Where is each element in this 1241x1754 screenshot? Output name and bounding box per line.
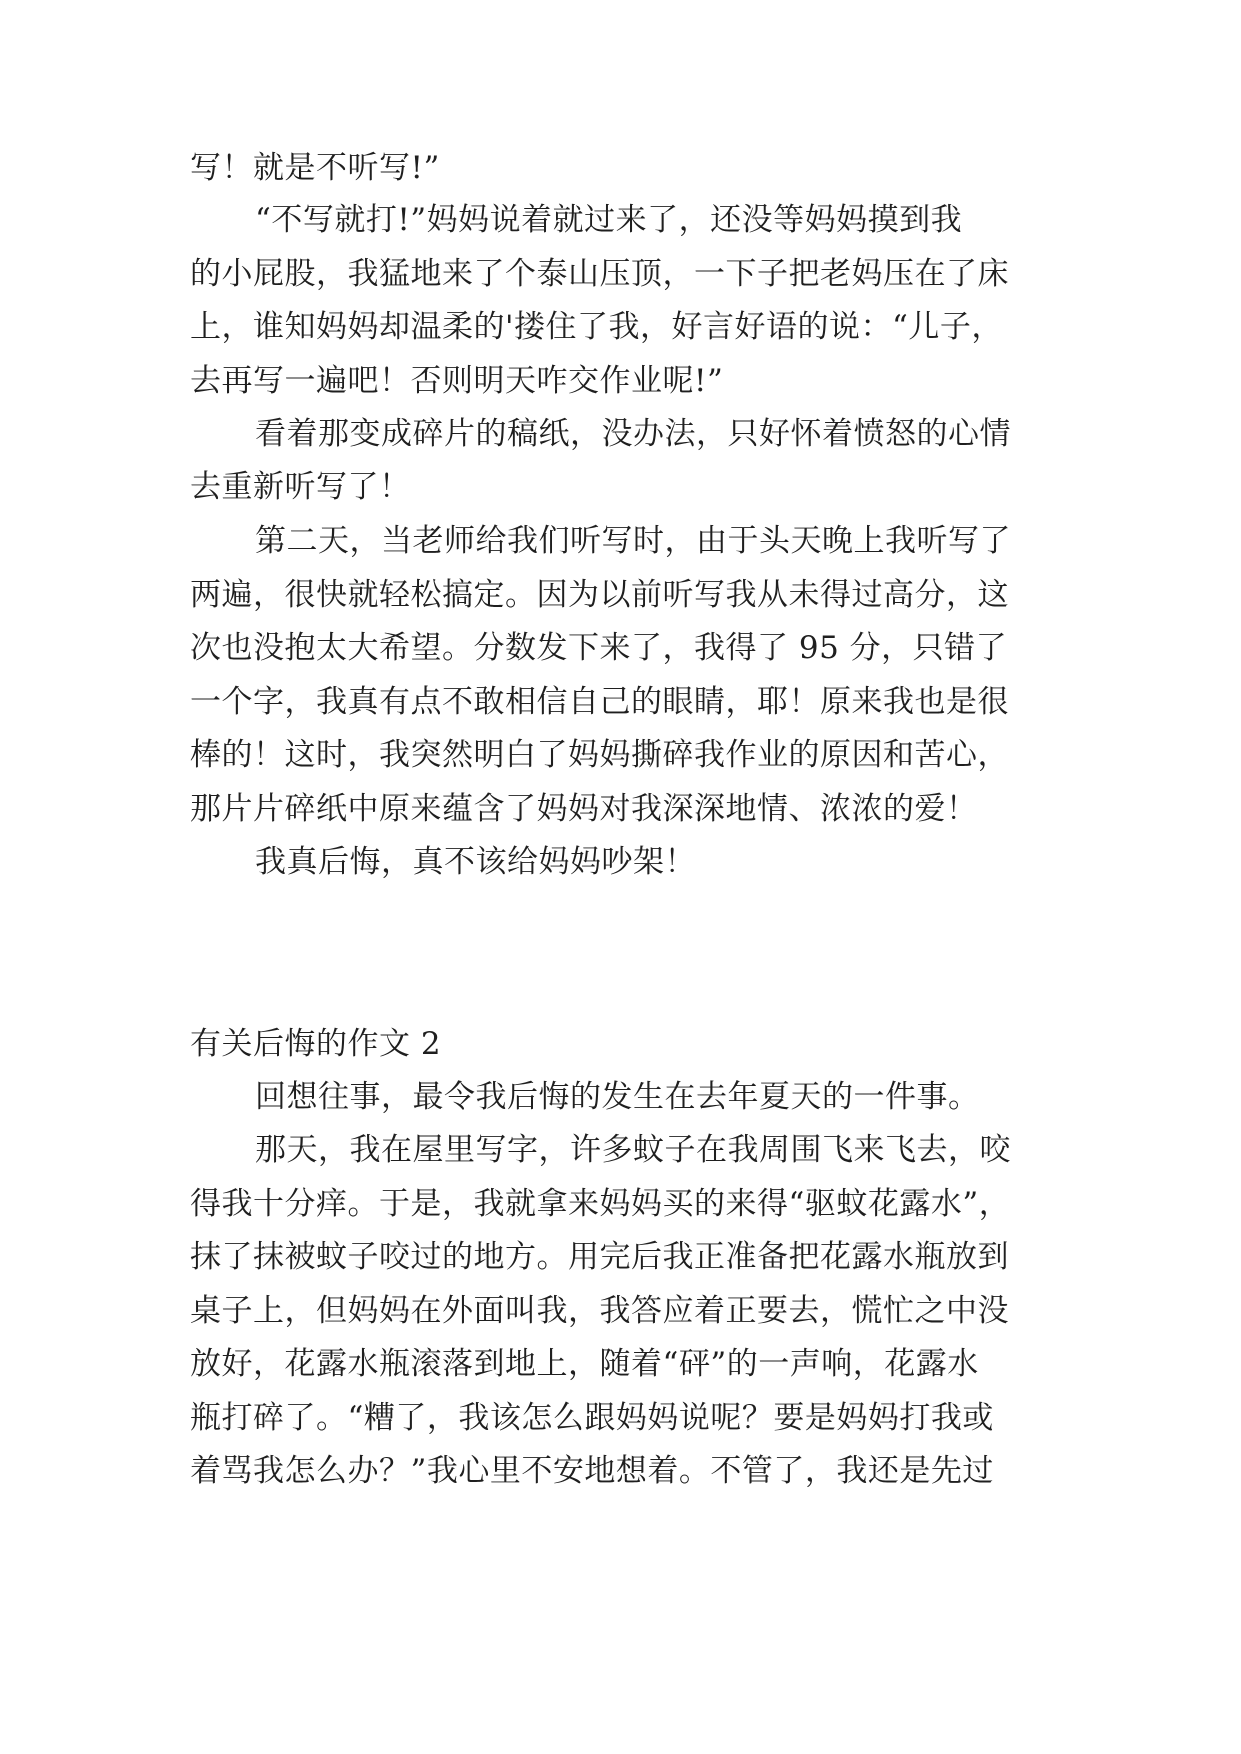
paragraph-line: 去再写一遍吧！否则明天咋交作业呢!”: [190, 363, 724, 399]
paragraph-line: 放好，花露水瓶滚落到地上，随着“砰”的一声响，花露水: [190, 1346, 979, 1382]
paragraph-line: 两遍，很快就轻松搞定。因为以前听写我从未得过高分，这: [190, 577, 1009, 613]
paragraph-line: 抹了抹被蚊子咬过的地方。用完后我正准备把花露水瓶放到: [190, 1239, 1009, 1275]
paragraph-line: 看着那变成碎片的稿纸，没办法，只好怀着愤怒的心情: [255, 416, 1011, 452]
paragraph-line: 一个字，我真有点不敢相信自己的眼睛，耶！原来我也是很: [190, 684, 1009, 720]
paragraph-line: 棒的！这时，我突然明白了妈妈撕碎我作业的原因和苦心，: [190, 737, 1009, 773]
paragraph-line: “不写就打!”妈妈说着就过来了，还没等妈妈摸到我: [255, 202, 963, 238]
paragraph-line: 上，谁知妈妈却温柔的'搂住了我，好言好语的说：“儿子，: [190, 309, 1003, 345]
paragraph-line: 第二天，当老师给我们听写时，由于头天晚上我听写了: [255, 523, 1011, 559]
paragraph-line: 桌子上，但妈妈在外面叫我，我答应着正要去，慌忙之中没: [190, 1293, 1009, 1329]
paragraph-line: 那片片碎纸中原来蕴含了妈妈对我深深地情、浓浓的爱！: [190, 791, 978, 827]
paragraph-line: 回想往事，最令我后悔的发生在去年夏天的一件事。: [255, 1079, 980, 1115]
paragraph-line: 得我十分痒。于是，我就拿来妈妈买的来得“驱蚊花露水”，: [190, 1186, 1011, 1222]
paragraph-line: 我真后悔，真不该给妈妈吵架！: [255, 844, 696, 880]
section-title: 有关后悔的作文 2: [190, 1026, 442, 1062]
paragraph-line: 去重新听写了！: [190, 469, 411, 505]
paragraph-line: 瓶打碎了。“糟了，我该怎么跟妈妈说呢？要是妈妈打我或: [190, 1400, 994, 1436]
paragraph-line: 着骂我怎么办？”我心里不安地想着。不管了，我还是先过: [190, 1453, 994, 1489]
paragraph-line: 写！就是不听写!”: [190, 150, 440, 186]
paragraph-line: 那天，我在屋里写字，许多蚊子在我周围飞来飞去，咬: [255, 1132, 1011, 1168]
paragraph-line: 次也没抱太大希望。分数发下来了，我得了 95 分，只错了: [190, 630, 1008, 666]
paragraph-line: 的小屁股，我猛地来了个泰山压顶，一下子把老妈压在了床: [190, 256, 1009, 292]
